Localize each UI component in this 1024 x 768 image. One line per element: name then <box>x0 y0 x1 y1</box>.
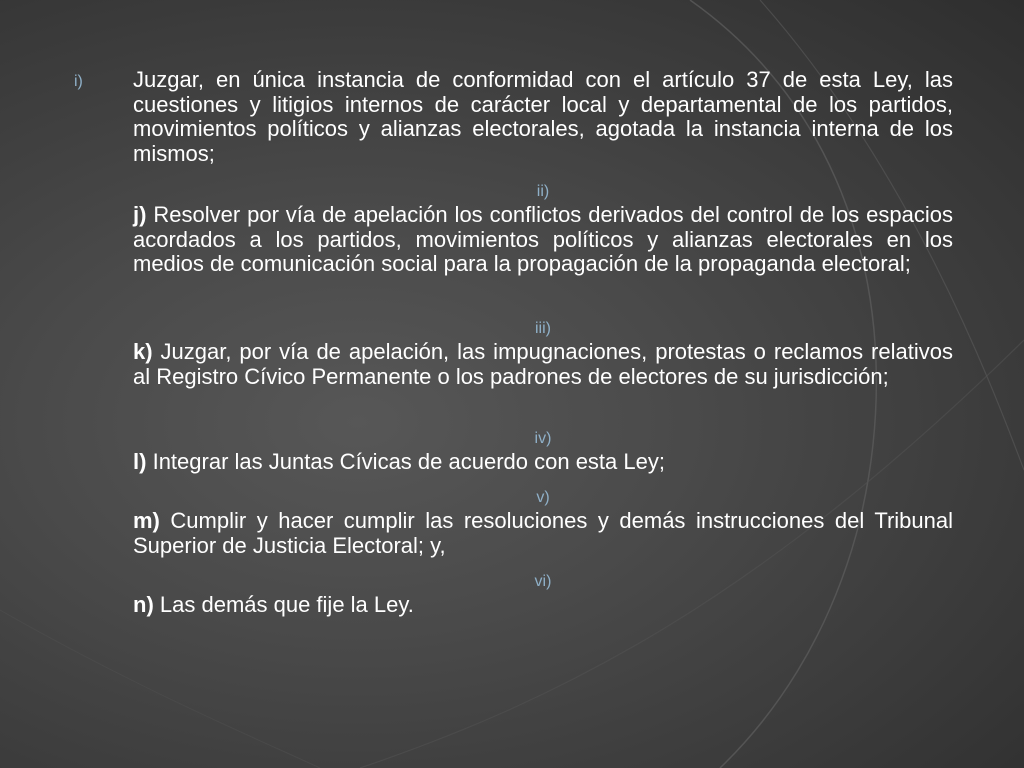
list-marker-1: i) <box>74 73 83 90</box>
item-text: Las demás que fije la Ley. <box>159 592 414 617</box>
list-item-text-3 <box>133 340 953 389</box>
item-text: Juzgar, por vía de apelación, las impugnaciones, protestas o reclamos relativos al Registro Cívico Permanente o los padrones de electores de su jurisdicción; <box>133 339 953 389</box>
list-item-text-4 <box>133 450 953 475</box>
list-item-text-5 <box>133 509 953 558</box>
list-item-text-2 <box>133 203 953 277</box>
list-marker-2: ii) <box>536 183 550 200</box>
item-letter: m) <box>133 508 160 533</box>
list-marker-3: iii) <box>535 320 551 337</box>
list-marker-6: vi) <box>534 573 552 590</box>
item-letter: n) <box>133 592 154 617</box>
item-text: Juzgar, en única instancia de conformidad con el artículo 37 de esta Ley, las cuestiones y litigios internos de carácter local y departamental de los partidos, movimientos políticos y alianzas electorales, agotada la instancia interna de los mismos; <box>133 67 953 166</box>
item-text: Resolver por vía de apelación los conflictos derivados del control de los espacios acordados a los partidos, movimientos políticos y alianzas electorales en los medios de comunicación social para la propagación de la propaganda electoral; <box>133 202 953 276</box>
item-letter: l) <box>133 449 147 474</box>
item-text: Cumplir y hacer cumplir las resoluciones y demás instrucciones del Tribunal Superior de Justicia Electoral; y, <box>133 508 953 558</box>
list-item-text-6 <box>133 593 953 618</box>
item-letter: j) <box>133 202 147 227</box>
list-marker-5: v) <box>536 489 550 506</box>
list-item-text-1 <box>133 68 953 166</box>
list-marker-4: iv) <box>534 430 552 447</box>
item-text: Integrar las Juntas Cívicas de acuerdo con esta Ley; <box>152 449 665 474</box>
item-letter: k) <box>133 339 153 364</box>
